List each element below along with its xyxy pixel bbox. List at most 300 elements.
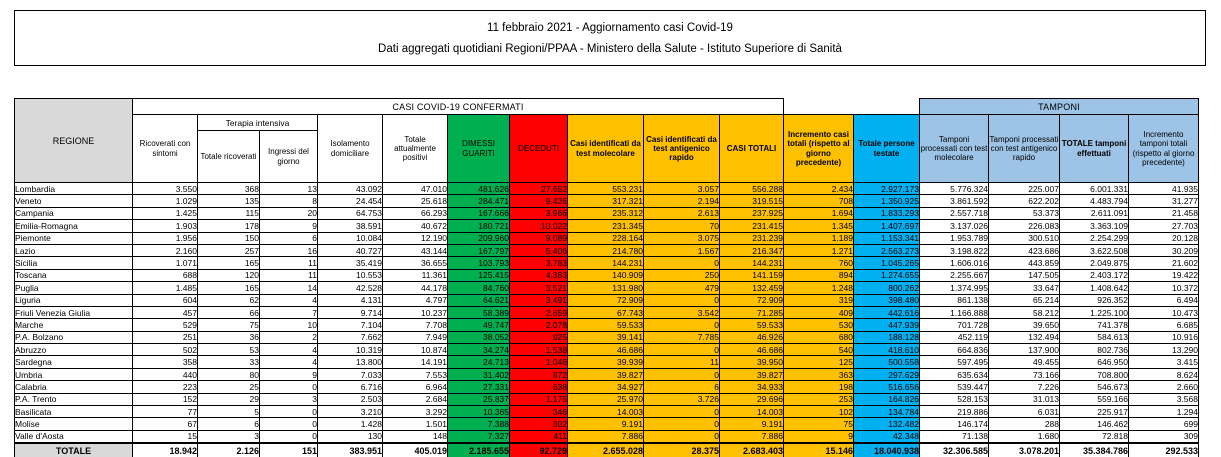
cell-incremento-casi: 540: [784, 344, 854, 356]
cell-incremento-casi: 363: [784, 368, 854, 380]
cell-tamponi-antigenico: 226.083: [989, 220, 1060, 232]
cell-tamponi-totale: 802.736: [1060, 344, 1129, 356]
cell-tamponi-totale: 646.950: [1060, 356, 1129, 368]
cell-totale-positivi: 44.178: [383, 282, 448, 294]
cell-deceduti: 9.426: [510, 195, 568, 207]
cell-totale-positivi: 7.708: [383, 319, 448, 331]
cell-regione: Lombardia: [15, 183, 133, 195]
table-row: [15, 244, 1199, 256]
cell-incremento-casi: 102: [784, 406, 854, 418]
cell-regione: Basilicata: [15, 406, 133, 418]
cell-casi-totali: 237.925: [720, 207, 784, 219]
cell-dimessi: 31.402: [448, 368, 510, 380]
cell-regione: Calabria: [15, 381, 133, 393]
table-total-row: [15, 443, 1199, 457]
cell-ingressi-giorno: 14: [260, 282, 318, 294]
cell-incremento-casi: 708: [784, 195, 854, 207]
cell-ingressi-giorno: 0: [260, 406, 318, 418]
cell-total-ricoverati-sintomi: 18.942: [133, 443, 198, 457]
cell-isolamento: 130: [318, 430, 383, 442]
header-casi-molecolare: Casi identificati da test molecolare: [568, 115, 644, 183]
cell-casi-totali: 132.459: [720, 282, 784, 294]
cell-casi-molecolare: 67.743: [568, 306, 644, 318]
cell-totale-testate: 1.350.925: [854, 195, 920, 207]
cell-ricoverati-sintomi: 67: [133, 418, 198, 430]
table-row: [15, 257, 1199, 269]
cell-tamponi-molecolare: 71.138: [920, 430, 989, 442]
header-group-row: [15, 99, 1199, 115]
cell-totale-positivi: 7.949: [383, 331, 448, 343]
cell-dimessi: 27.331: [448, 381, 510, 393]
cell-tamponi-totale: 3.622.508: [1060, 244, 1129, 256]
cell-incremento-casi: 198: [784, 381, 854, 393]
cell-deceduti: 411: [510, 430, 568, 442]
cell-tamponi-antigenico: 137.900: [989, 344, 1060, 356]
cell-ingressi-giorno: 10: [260, 319, 318, 331]
table-row: [15, 306, 1199, 318]
cell-regione: Puglia: [15, 282, 133, 294]
cell-total-tamponi-molecolare: 32.306.585: [920, 443, 989, 457]
table-row: [15, 183, 1199, 195]
cell-incremento-tamponi: 6.685: [1129, 319, 1199, 331]
cell-totale-testate: 297.629: [854, 368, 920, 380]
cell-regione: Sardegna: [15, 356, 133, 368]
cell-casi-totali: 14.003: [720, 406, 784, 418]
cell-regione: Sicilia: [15, 257, 133, 269]
cell-totale-testate: 447.939: [854, 319, 920, 331]
cell-incremento-tamponi: 8.624: [1129, 368, 1199, 380]
cell-incremento-casi: 253: [784, 393, 854, 405]
cell-ingressi-giorno: 0: [260, 418, 318, 430]
cell-tamponi-antigenico: 65.214: [989, 294, 1060, 306]
header-dimessi: DIMESSI GUARITI: [448, 115, 510, 183]
cell-casi-totali: 71.285: [720, 306, 784, 318]
header-tamponi-totale: TOTALE tamponi effettuati: [1060, 115, 1129, 183]
cell-ingressi-giorno: 3: [260, 393, 318, 405]
cell-casi-antigenico: 1.567: [644, 244, 720, 256]
cell-casi-antigenico: 0: [644, 294, 720, 306]
cell-total-isolamento: 383.951: [318, 443, 383, 457]
cell-totale-ricoverati: 257: [198, 244, 260, 256]
cell-incremento-tamponi: 699: [1129, 418, 1199, 430]
table-row: [15, 331, 1199, 343]
cell-tamponi-molecolare: 861.138: [920, 294, 989, 306]
cell-totale-positivi: 10.874: [383, 344, 448, 356]
table-row: [15, 195, 1199, 207]
cell-casi-molecolare: 72.909: [568, 294, 644, 306]
cell-tamponi-totale: 2.254.299: [1060, 232, 1129, 244]
table-row: [15, 393, 1199, 405]
title-box: [14, 10, 1206, 66]
cell-casi-totali: 7.886: [720, 430, 784, 442]
cell-tamponi-molecolare: 1.374.995: [920, 282, 989, 294]
cell-incremento-tamponi: 27.703: [1129, 220, 1199, 232]
cell-total-dimessi: 2.185.655: [448, 443, 510, 457]
cell-tamponi-molecolare: 539.447: [920, 381, 989, 393]
cell-totale-ricoverati: 135: [198, 195, 260, 207]
cell-totale-positivi: 1.501: [383, 418, 448, 430]
cell-tamponi-antigenico: 147.505: [989, 269, 1060, 281]
covid-data-table: [14, 98, 1199, 457]
cell-totale-positivi: 7.553: [383, 368, 448, 380]
cell-ingressi-giorno: 11: [260, 269, 318, 281]
cell-totale-testate: 442.616: [854, 306, 920, 318]
cell-isolamento: 40.727: [318, 244, 383, 256]
cell-isolamento: 2.503: [318, 393, 383, 405]
cell-casi-molecolare: 317.321: [568, 195, 644, 207]
cell-totale-testate: 132.482: [854, 418, 920, 430]
cell-totale-testate: 1.407.697: [854, 220, 920, 232]
cell-tamponi-antigenico: 443.859: [989, 257, 1060, 269]
cell-ricoverati-sintomi: 1.425: [133, 207, 198, 219]
cell-totale-ricoverati: 165: [198, 257, 260, 269]
table-row: [15, 344, 1199, 356]
cell-total-totale-testate: 18.040.938: [854, 443, 920, 457]
cell-casi-molecolare: 553.231: [568, 183, 644, 195]
cell-casi-antigenico: 0: [644, 368, 720, 380]
cell-totale-ricoverati: 62: [198, 294, 260, 306]
header-isolamento: Isolamento domiciliare: [318, 115, 383, 183]
cell-totale-positivi: 43.144: [383, 244, 448, 256]
cell-tamponi-totale: 559.166: [1060, 393, 1129, 405]
cell-totale-testate: 1.045.265: [854, 257, 920, 269]
cell-incremento-casi: 680: [784, 331, 854, 343]
cell-tamponi-antigenico: 1.680: [989, 430, 1060, 442]
cell-ricoverati-sintomi: 604: [133, 294, 198, 306]
cell-casi-molecolare: 39.827: [568, 368, 644, 380]
table-row: [15, 418, 1199, 430]
cell-dimessi: 7.388: [448, 418, 510, 430]
cell-tamponi-totale: 926.352: [1060, 294, 1129, 306]
cell-tamponi-totale: 72.818: [1060, 430, 1129, 442]
cell-ingressi-giorno: 7: [260, 306, 318, 318]
cell-casi-antigenico: 70: [644, 220, 720, 232]
cell-dimessi: 58.389: [448, 306, 510, 318]
cell-casi-totali: 9.191: [720, 418, 784, 430]
cell-isolamento: 6.716: [318, 381, 383, 393]
cell-total-tamponi-totale: 35.384.786: [1060, 443, 1129, 457]
cell-deceduti: 9.089: [510, 232, 568, 244]
cell-deceduti: 3.521: [510, 282, 568, 294]
cell-ricoverati-sintomi: 1.485: [133, 282, 198, 294]
cell-regione: Campania: [15, 207, 133, 219]
cell-ricoverati-sintomi: 457: [133, 306, 198, 318]
cell-ricoverati-sintomi: 251: [133, 331, 198, 343]
header-casi-antigenico: Casi identificati da test antigenico rapido: [644, 115, 720, 183]
cell-totale-positivi: 12.190: [383, 232, 448, 244]
cell-incremento-casi: 9: [784, 430, 854, 442]
cell-incremento-casi: 125: [784, 356, 854, 368]
cell-incremento-tamponi: 21.602: [1129, 257, 1199, 269]
cell-incremento-tamponi: 10.473: [1129, 306, 1199, 318]
cell-regione: P.A. Bolzano: [15, 331, 133, 343]
cell-ricoverati-sintomi: 77: [133, 406, 198, 418]
cell-ingressi-giorno: 4: [260, 356, 318, 368]
cell-ricoverati-sintomi: 3.550: [133, 183, 198, 195]
cell-totale-testate: 134.784: [854, 406, 920, 418]
table-row: [15, 269, 1199, 281]
cell-dimessi: 180.721: [448, 220, 510, 232]
cell-totale-ricoverati: 53: [198, 344, 260, 356]
cell-casi-molecolare: 131.980: [568, 282, 644, 294]
cell-incremento-casi: 1.248: [784, 282, 854, 294]
header-totale-ricoverati: Totale ricoverati: [198, 131, 260, 183]
cell-ricoverati-sintomi: 152: [133, 393, 198, 405]
cell-tamponi-molecolare: 219.886: [920, 406, 989, 418]
header-group-spacer: [784, 99, 854, 115]
cell-casi-totali: 144.231: [720, 257, 784, 269]
cell-totale-testate: 1.153.341: [854, 232, 920, 244]
cell-incremento-casi: 1.189: [784, 232, 854, 244]
cell-total-casi-molecolare: 2.655.028: [568, 443, 644, 457]
cell-casi-antigenico: 11: [644, 356, 720, 368]
cell-dimessi: 284.471: [448, 195, 510, 207]
cell-incremento-tamponi: 31.277: [1129, 195, 1199, 207]
cell-totale-positivi: 25.618: [383, 195, 448, 207]
cell-totale-testate: 164.826: [854, 393, 920, 405]
cell-isolamento: 38.591: [318, 220, 383, 232]
cell-deceduti: 5.406: [510, 244, 568, 256]
cell-totale-positivi: 47.010: [383, 183, 448, 195]
table-row: [15, 282, 1199, 294]
cell-ingressi-giorno: 2: [260, 331, 318, 343]
cell-casi-antigenico: 3.075: [644, 232, 720, 244]
cell-tamponi-molecolare: 3.198.822: [920, 244, 989, 256]
cell-ricoverati-sintomi: 1.956: [133, 232, 198, 244]
cell-ingressi-giorno: 8: [260, 195, 318, 207]
cell-incremento-tamponi: 10.372: [1129, 282, 1199, 294]
cell-incremento-tamponi: 3.568: [1129, 393, 1199, 405]
cell-tamponi-totale: 6.001.331: [1060, 183, 1129, 195]
cell-totale-testate: 500.558: [854, 356, 920, 368]
cell-casi-molecolare: 9.191: [568, 418, 644, 430]
cell-incremento-tamponi: 10.916: [1129, 331, 1199, 343]
cell-totale-positivi: 14.191: [383, 356, 448, 368]
cell-incremento-casi: 75: [784, 418, 854, 430]
cell-ricoverati-sintomi: 15: [133, 430, 198, 442]
cell-tamponi-molecolare: 635.634: [920, 368, 989, 380]
cell-totale-positivi: 11.361: [383, 269, 448, 281]
cell-ricoverati-sintomi: 440: [133, 368, 198, 380]
cell-dimessi: 84.760: [448, 282, 510, 294]
cell-dimessi: 209.960: [448, 232, 510, 244]
cell-casi-antigenico: 3.542: [644, 306, 720, 318]
cell-ricoverati-sintomi: 358: [133, 356, 198, 368]
cell-casi-antigenico: 3.057: [644, 183, 720, 195]
cell-tamponi-antigenico: 423.686: [989, 244, 1060, 256]
cell-tamponi-antigenico: 300.510: [989, 232, 1060, 244]
cell-casi-totali: 39.950: [720, 356, 784, 368]
cell-casi-molecolare: 235.312: [568, 207, 644, 219]
cell-casi-antigenico: 250: [644, 269, 720, 281]
cell-incremento-casi: 2.434: [784, 183, 854, 195]
cell-tamponi-antigenico: 7.226: [989, 381, 1060, 393]
cell-totale-ricoverati: 80: [198, 368, 260, 380]
cell-casi-molecolare: 140.909: [568, 269, 644, 281]
header-terapia-intensiva: Terapia intensiva: [198, 115, 318, 131]
cell-casi-molecolare: 228.164: [568, 232, 644, 244]
header-totale-positivi: Totale attualmente positivi: [383, 115, 448, 183]
cell-incremento-casi: 760: [784, 257, 854, 269]
cell-tamponi-antigenico: 58.212: [989, 306, 1060, 318]
cell-tamponi-totale: 741.378: [1060, 319, 1129, 331]
cell-regione: Toscana: [15, 269, 133, 281]
cell-tamponi-antigenico: 6.031: [989, 406, 1060, 418]
cell-regione: Piemonte: [15, 232, 133, 244]
cell-regione: Umbria: [15, 368, 133, 380]
cell-total-deceduti: 92.729: [510, 443, 568, 457]
cell-ingressi-giorno: 0: [260, 430, 318, 442]
cell-isolamento: 10.084: [318, 232, 383, 244]
cell-tamponi-totale: 584.613: [1060, 331, 1129, 343]
cell-tamponi-antigenico: 132.494: [989, 331, 1060, 343]
cell-ingressi-giorno: 16: [260, 244, 318, 256]
cell-totale-testate: 1.833.293: [854, 207, 920, 219]
cell-tamponi-totale: 2.049.875: [1060, 257, 1129, 269]
cell-deceduti: 2.659: [510, 306, 568, 318]
cell-ingressi-giorno: 6: [260, 232, 318, 244]
cell-totale-positivi: 10.237: [383, 306, 448, 318]
cell-deceduti: 1.538: [510, 344, 568, 356]
cell-tamponi-antigenico: 49.455: [989, 356, 1060, 368]
cell-casi-antigenico: 0: [644, 319, 720, 331]
header-ingressi-giorno: Ingressi del giorno: [260, 131, 318, 183]
cell-tamponi-totale: 3.363.109: [1060, 220, 1129, 232]
cell-totale-testate: 42.348: [854, 430, 920, 442]
cell-isolamento: 10.319: [318, 344, 383, 356]
cell-casi-molecolare: 39.939: [568, 356, 644, 368]
cell-regione: Veneto: [15, 195, 133, 207]
cell-casi-molecolare: 231.345: [568, 220, 644, 232]
cell-regione: P.A. Trento: [15, 393, 133, 405]
cell-tamponi-totale: 146.462: [1060, 418, 1129, 430]
cell-totale-testate: 418.610: [854, 344, 920, 356]
cell-casi-antigenico: 0: [644, 430, 720, 442]
cell-tamponi-antigenico: 73.166: [989, 368, 1060, 380]
cell-totale-positivi: 2.684: [383, 393, 448, 405]
cell-regione: Emilia-Romagna: [15, 220, 133, 232]
cell-ingressi-giorno: 13: [260, 183, 318, 195]
cell-tamponi-antigenico: 53.373: [989, 207, 1060, 219]
header-totale-testate: Totale persone testate: [854, 115, 920, 183]
cell-incremento-casi: 530: [784, 319, 854, 331]
cell-totale-positivi: 66.293: [383, 207, 448, 219]
cell-total-casi-antigenico: 28.375: [644, 443, 720, 457]
cell-tamponi-molecolare: 664.836: [920, 344, 989, 356]
cell-casi-totali: 231.415: [720, 220, 784, 232]
table-row: [15, 368, 1199, 380]
cell-deceduti: 1.175: [510, 393, 568, 405]
cell-casi-molecolare: 46.686: [568, 344, 644, 356]
cell-tamponi-antigenico: 39.650: [989, 319, 1060, 331]
cell-isolamento: 10.553: [318, 269, 383, 281]
cell-casi-totali: 72.909: [720, 294, 784, 306]
cell-regione: Valle d'Aosta: [15, 430, 133, 442]
cell-deceduti: 10.022: [510, 220, 568, 232]
cell-incremento-tamponi: 2.660: [1129, 381, 1199, 393]
cell-total-tamponi-antigenico: 3.078.201: [989, 443, 1060, 457]
cell-totale-ricoverati: 29: [198, 393, 260, 405]
cell-tamponi-molecolare: 1.953.789: [920, 232, 989, 244]
cell-isolamento: 9.714: [318, 306, 383, 318]
cell-isolamento: 7.104: [318, 319, 383, 331]
cell-tamponi-molecolare: 597.495: [920, 356, 989, 368]
cell-totale-testate: 398.480: [854, 294, 920, 306]
header-group-spacer-2: [854, 99, 920, 115]
cell-totale-positivi: 40.672: [383, 220, 448, 232]
cell-incremento-tamponi: 309: [1129, 430, 1199, 442]
cell-isolamento: 24.454: [318, 195, 383, 207]
cell-tamponi-antigenico: 288: [989, 418, 1060, 430]
cell-casi-antigenico: 6: [644, 381, 720, 393]
cell-totale-ricoverati: 36: [198, 331, 260, 343]
cell-ricoverati-sintomi: 223: [133, 381, 198, 393]
header-tamponi-molecolare: Tamponi processati con test molecolare: [920, 115, 989, 183]
cell-dimessi: 7.327: [448, 430, 510, 442]
cell-incremento-casi: 1.694: [784, 207, 854, 219]
table-row: [15, 207, 1199, 219]
header-casi-totali: CASI TOTALI: [720, 115, 784, 183]
cell-ricoverati-sintomi: 1.029: [133, 195, 198, 207]
cell-incremento-tamponi: 20.128: [1129, 232, 1199, 244]
cell-regione: Friuli Venezia Giulia: [15, 306, 133, 318]
cell-casi-totali: 556.288: [720, 183, 784, 195]
table-row: [15, 232, 1199, 244]
cell-dimessi: 103.793: [448, 257, 510, 269]
cell-casi-totali: 29.696: [720, 393, 784, 405]
cell-casi-antigenico: 0: [644, 344, 720, 356]
cell-tamponi-totale: 2.403.172: [1060, 269, 1129, 281]
cell-ingressi-giorno: 9: [260, 368, 318, 380]
cell-totale-ricoverati: 66: [198, 306, 260, 318]
cell-dimessi: 10.365: [448, 406, 510, 418]
cell-deceduti: 3.783: [510, 257, 568, 269]
cell-ingressi-giorno: 20: [260, 207, 318, 219]
cell-total-incremento-casi: 15.146: [784, 443, 854, 457]
cell-ricoverati-sintomi: 2.160: [133, 244, 198, 256]
cell-incremento-casi: 409: [784, 306, 854, 318]
cell-isolamento: 64.753: [318, 207, 383, 219]
cell-tamponi-antigenico: 225.007: [989, 183, 1060, 195]
cell-casi-totali: 46.686: [720, 344, 784, 356]
cell-casi-totali: 59.533: [720, 319, 784, 331]
cell-casi-molecolare: 25.970: [568, 393, 644, 405]
cell-totale-ricoverati: 6: [198, 418, 260, 430]
cell-casi-antigenico: 7.785: [644, 331, 720, 343]
cell-tamponi-totale: 1.408.642: [1060, 282, 1129, 294]
cell-tamponi-antigenico: 622.202: [989, 195, 1060, 207]
table-row: [15, 319, 1199, 331]
cell-casi-molecolare: 14.003: [568, 406, 644, 418]
cell-dimessi: 25.837: [448, 393, 510, 405]
cell-totale-ricoverati: 5: [198, 406, 260, 418]
cell-tamponi-molecolare: 528.153: [920, 393, 989, 405]
table-body: [15, 183, 1199, 457]
cell-incremento-tamponi: 30.209: [1129, 244, 1199, 256]
cell-ricoverati-sintomi: 502: [133, 344, 198, 356]
cell-regione: Liguria: [15, 294, 133, 306]
header-deceduti: DECEDUTI: [510, 115, 568, 183]
cell-tamponi-totale: 708.800: [1060, 368, 1129, 380]
cell-deceduti: 925: [510, 331, 568, 343]
cell-deceduti: 4.383: [510, 269, 568, 281]
cell-incremento-casi: 1.271: [784, 244, 854, 256]
cell-tamponi-molecolare: 701.728: [920, 319, 989, 331]
cell-casi-molecolare: 59.533: [568, 319, 644, 331]
cell-incremento-tamponi: 19.422: [1129, 269, 1199, 281]
cell-dimessi: 167.797: [448, 244, 510, 256]
cell-deceduti: 2.078: [510, 319, 568, 331]
